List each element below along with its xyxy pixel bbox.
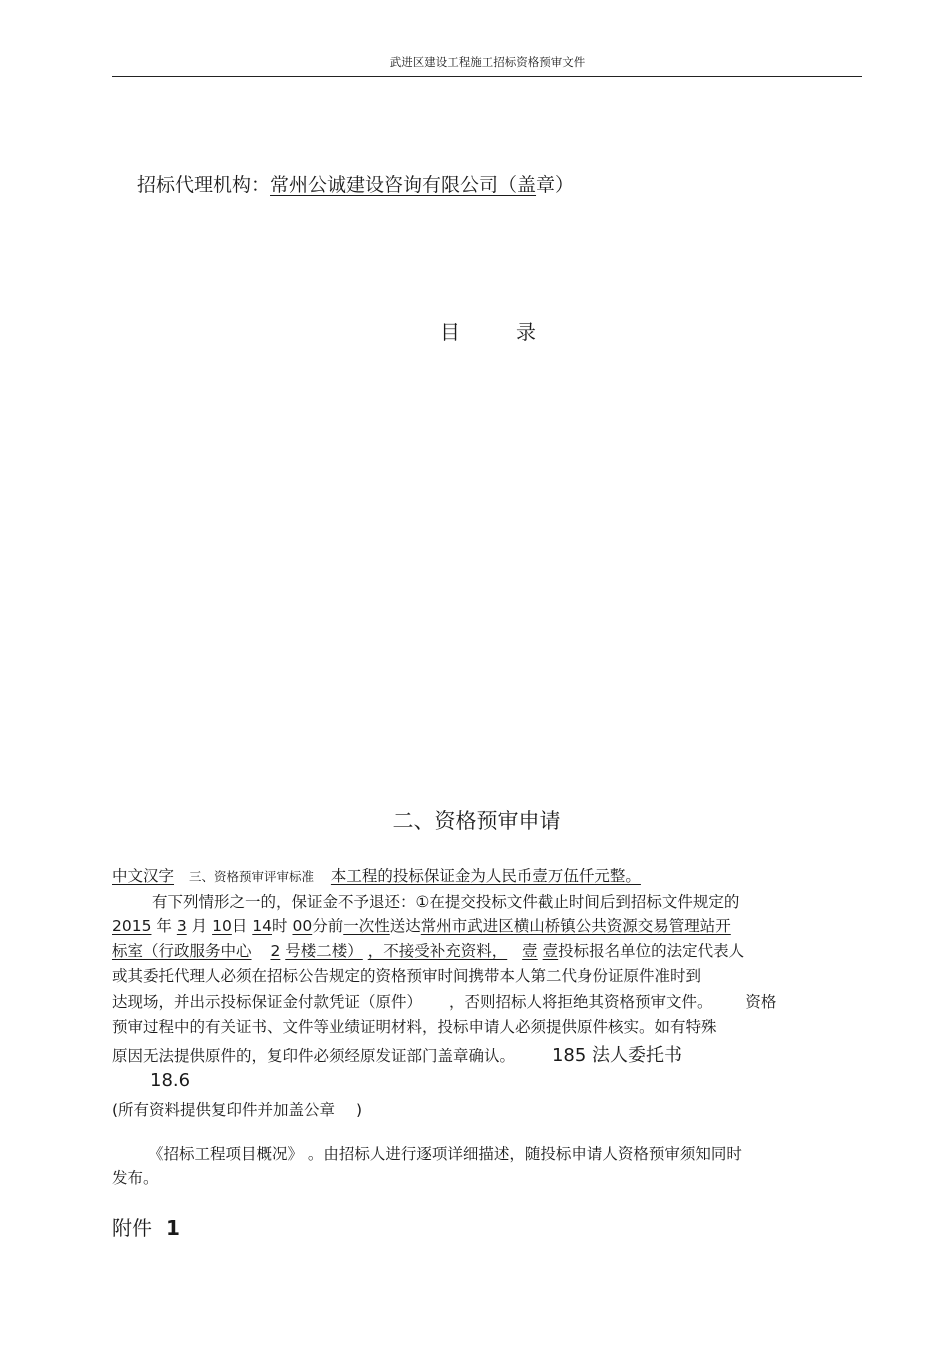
body-line-9: 18.6 xyxy=(150,1070,191,1091)
body-line-3 xyxy=(112,914,753,936)
header-divider xyxy=(112,76,862,77)
month-char: 月 xyxy=(191,917,208,935)
agency-name: 常州公诚建设咨询有限公司（盖 xyxy=(270,174,537,196)
copies-note: (所有资料提供复印件并加盖公章 xyxy=(112,1101,336,1119)
body-line-10 xyxy=(112,1098,362,1120)
annex-number: 1 xyxy=(166,1216,180,1240)
body-line-6 xyxy=(112,990,776,1012)
building-number: 2 xyxy=(270,942,281,960)
agency-line xyxy=(137,170,574,197)
body-line-5: 或其委托代理人必须在招标公告规定的资格预审时间携带本人第二代身份证原件准时到 xyxy=(112,967,702,985)
deadline-month: 3 xyxy=(176,917,187,935)
body-line-7: 预审过程中的有关证书、文件等业绩证明材料，投标申请人必须提供原件核实。如有特殊 xyxy=(112,1018,717,1036)
power-of-attorney-text: 185 法人委托书 xyxy=(551,1045,683,1066)
body-line-2 xyxy=(152,890,739,912)
body-line-8 xyxy=(112,1041,682,1067)
onsite-text: 达现场，并出示投标保证金付款凭证（原件） xyxy=(112,993,423,1011)
deadline-minute: 00 xyxy=(292,917,313,935)
eval-standard-heading: 三、资格预审评审标准 xyxy=(188,869,314,884)
body-line-1 xyxy=(112,864,675,886)
deliver-text: 送达 xyxy=(389,917,421,935)
chinese-chars-text: 中文汉字 xyxy=(112,867,175,885)
body-line-4 xyxy=(112,939,744,961)
section-title: 二、资格预审申请 xyxy=(392,809,561,833)
forfeit-clause: ，保证金不予退还：①在提交投标文件截止时间后到招标文件规定的 xyxy=(276,893,740,911)
annex-label: 附件 xyxy=(112,1216,152,1240)
forfeit-intro: 有下列情形之一的 xyxy=(152,893,277,911)
reject-text: ，否则招标人将拒绝其资格预审文件。 xyxy=(448,993,713,1011)
agency-label: 招标代理机构： xyxy=(137,174,271,196)
copies-count-2: 壹 xyxy=(542,942,559,960)
hour-char: 时 xyxy=(272,917,288,935)
deposit-amount-text: 本工程的投标保证金为人民币壹万伍仟元整。 xyxy=(330,867,641,885)
copies-count-1: 壹 xyxy=(522,942,538,960)
body-line-12: 发布。 xyxy=(112,1169,159,1187)
legal-rep-text: 投标报名单位的法定代表人 xyxy=(558,942,745,960)
page-header-title: 武进区建设工程施工招标资格预审文件 xyxy=(389,55,586,69)
building-floor: 号楼二楼） xyxy=(285,942,363,960)
day-char: 日 xyxy=(231,917,248,935)
qualification-word: 资格 xyxy=(745,993,777,1011)
minute-char: 分前 xyxy=(312,917,344,935)
delivery-place: 常州市武进区横山桥镇公共资源交易管理站开 xyxy=(420,917,731,935)
toc-title: 目录 xyxy=(440,320,592,344)
office-location: 标室（行政服务中心 xyxy=(112,942,252,960)
no-supplement-text: ，不接受补充资料， xyxy=(367,942,508,960)
deadline-day: 10 xyxy=(212,917,232,935)
annex-heading xyxy=(112,1212,180,1241)
agency-suffix: 章） xyxy=(536,174,575,196)
body-line-11: 《招标工程项目概况》 。由招标人进行逐项详细描述，随投标申请人资格预审须知同时 xyxy=(148,1145,742,1163)
deadline-year: 2015 xyxy=(112,917,152,935)
year-char: 年 xyxy=(156,917,172,935)
copy-stamp-text: 原因无法提供原件的，复印件必须经原发证部门盖章确认。 xyxy=(112,1047,516,1065)
deadline-hour: 14 xyxy=(252,917,273,935)
copies-note-close: ) xyxy=(356,1101,363,1119)
one-time-text: 一次性 xyxy=(343,917,390,935)
